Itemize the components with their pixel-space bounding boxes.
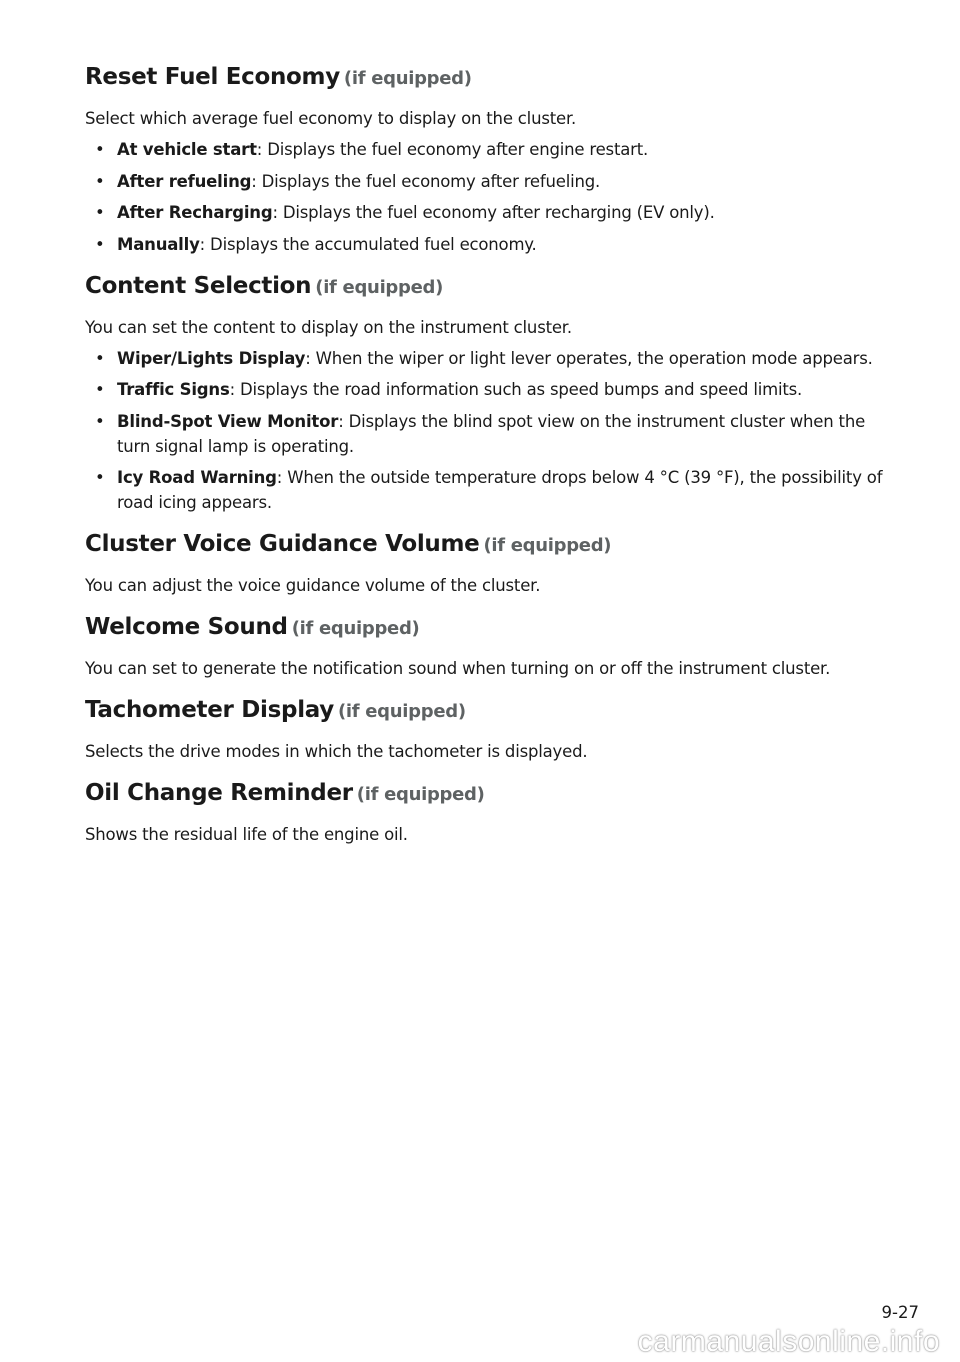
heading-qualifier: (if equipped) bbox=[291, 618, 420, 639]
item-text: : Displays the fuel economy after recharging (EV only). bbox=[272, 203, 715, 222]
item-text: : Displays the fuel economy after refueling. bbox=[251, 171, 601, 191]
item-term: At vehicle start bbox=[117, 140, 257, 159]
section-heading bbox=[85, 693, 885, 729]
list-item bbox=[95, 465, 885, 515]
section-heading bbox=[85, 776, 885, 812]
heading-title: Reset Fuel Economy bbox=[85, 64, 340, 90]
heading-qualifier: (if equipped) bbox=[337, 701, 466, 722]
bullet-icon: • bbox=[95, 411, 105, 431]
item-term: Wiper/Lights Display bbox=[117, 348, 306, 368]
section-intro: You can set to generate the notification sound when turning on or off the instrument cluster. bbox=[85, 659, 831, 678]
page-content bbox=[85, 60, 885, 853]
list-item bbox=[95, 377, 885, 402]
list-item bbox=[95, 346, 885, 371]
item-term: Manually bbox=[117, 234, 200, 254]
bullet-icon: • bbox=[95, 348, 105, 368]
bullet-icon: • bbox=[95, 171, 105, 191]
section-intro: Select which average fuel economy to display on the cluster. bbox=[85, 109, 577, 128]
item-text: : Displays the fuel economy after engine restart. bbox=[256, 140, 649, 159]
heading-qualifier: (if equipped) bbox=[315, 276, 444, 298]
item-text: : Displays the blind spot view on the instrument cluster when the turn signal lamp is operating. bbox=[117, 411, 866, 456]
section-heading bbox=[85, 60, 885, 96]
bullet-icon: • bbox=[95, 234, 105, 254]
bullet-icon: • bbox=[95, 468, 105, 487]
bullet-list bbox=[85, 346, 885, 516]
heading-title: Tachometer Display bbox=[85, 697, 334, 723]
heading-title: Oil Change Reminder bbox=[85, 780, 353, 806]
section-intro: Shows the residual life of the engine oil. bbox=[85, 825, 408, 844]
list-item bbox=[95, 200, 885, 225]
list-item bbox=[95, 169, 885, 194]
heading-qualifier: (if equipped) bbox=[356, 784, 485, 805]
item-term: Traffic Signs bbox=[117, 380, 230, 399]
heading-qualifier: (if equipped) bbox=[343, 68, 472, 89]
list-item bbox=[95, 409, 885, 459]
section-oil-change-reminder bbox=[85, 776, 885, 847]
list-item bbox=[95, 137, 885, 162]
bullet-icon: • bbox=[95, 140, 105, 159]
section-intro: You can adjust the voice guidance volume of the cluster. bbox=[85, 576, 541, 595]
item-text: : Displays the accumulated fuel economy. bbox=[199, 234, 537, 254]
section-intro: Selects the drive modes in which the tachometer is displayed. bbox=[85, 742, 588, 761]
page-number: 9-27 bbox=[881, 1303, 919, 1322]
heading-title: Cluster Voice Guidance Volume bbox=[85, 531, 480, 557]
section-content-selection bbox=[85, 269, 885, 516]
item-term: After refueling bbox=[117, 171, 252, 191]
section-reset-fuel-economy bbox=[85, 60, 885, 257]
watermark: carmanualsonline.info bbox=[637, 1325, 940, 1358]
item-text: : Displays the road information such as speed bumps and speed limits. bbox=[229, 380, 803, 399]
bullet-list bbox=[85, 137, 885, 257]
section-cluster-voice-guidance-volume bbox=[85, 527, 885, 598]
bullet-icon: • bbox=[95, 380, 105, 399]
item-term: Blind-Spot View Monitor bbox=[117, 411, 339, 431]
item-text: : When the outside temperature drops below 4 °C (39 °F), the possibility of road icing appears. bbox=[117, 468, 883, 512]
heading-qualifier: (if equipped) bbox=[483, 535, 612, 556]
section-welcome-sound bbox=[85, 610, 885, 681]
section-heading bbox=[85, 527, 885, 563]
item-text: : When the wiper or light lever operates, the operation mode appears. bbox=[305, 348, 873, 368]
list-item bbox=[95, 232, 885, 257]
heading-title: Content Selection bbox=[85, 272, 312, 299]
section-heading bbox=[85, 269, 885, 305]
heading-title: Welcome Sound bbox=[85, 614, 288, 640]
section-tachometer-display bbox=[85, 693, 885, 764]
section-intro: You can set the content to display on the instrument cluster. bbox=[85, 317, 572, 337]
item-term: After Recharging bbox=[117, 203, 273, 222]
section-heading bbox=[85, 610, 885, 646]
bullet-icon: • bbox=[95, 203, 105, 222]
item-term: Icy Road Warning bbox=[117, 468, 277, 487]
